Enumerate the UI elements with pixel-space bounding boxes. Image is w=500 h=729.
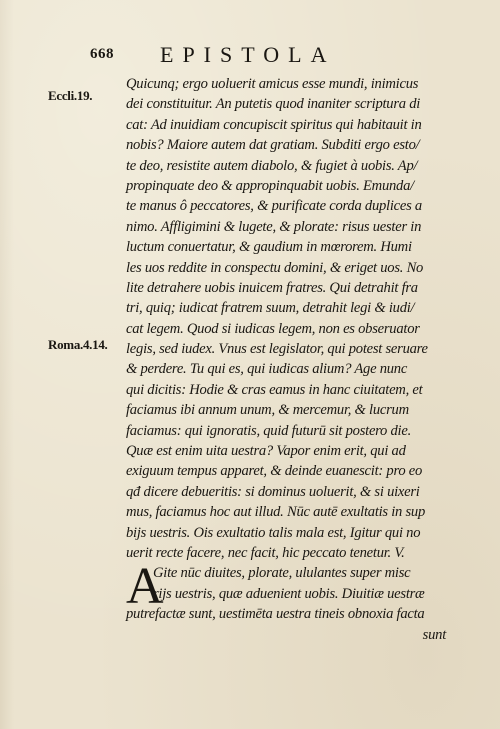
text-line: te manus ô peccatores, & purificate corda duplices a: [126, 198, 422, 215]
text-line: rijs uestris, quæ aduenient uobis. Diuitiæ uestræ: [153, 585, 425, 602]
drop-cap-line: [126, 584, 452, 604]
text-line: cat: Ad inuidiam concupiscit spiritus qui habitauit in: [126, 116, 422, 133]
text-line: bijs uestris. Ois exultatio talis mala est, Igitur qui no: [126, 524, 421, 541]
text-line: cat legem. Quod si iudicas legem, non es obseruator: [126, 320, 420, 337]
text-line: les uos reddite in conspectu domini, & eriget uos. No: [126, 259, 424, 276]
text-line: exiguum tempus apparet, & deinde euanescit: pro eo: [126, 463, 423, 480]
text-line: legis, sed iudex. Vnus est legislator, qui potest seruare: [126, 341, 428, 358]
page-number: 668: [90, 46, 114, 62]
marginal-note-roma: Roma.4.14.: [48, 337, 108, 352]
text-line: te deo, resistite autem diabolo, & fugiet à uobis. Ap/: [126, 157, 418, 174]
marginal-note-eccli: Eccli.19.: [48, 88, 93, 103]
main-text-block: [126, 74, 452, 645]
text-line: Quicunq; ergo uoluerit amicus esse mundi, inimicus: [126, 76, 419, 92]
text-line: putrefactæ sunt, uestimēta uestra tineis obnoxia facta: [126, 606, 425, 623]
text-line: lite detrahere uobis inuicem fratres. Qui detrahit fra: [126, 279, 418, 296]
text-line: faciamus: qui ignoratis, quid futurū sit postero die.: [126, 422, 411, 439]
text-line: Gite nūc diuites, plorate, ululantes super misc: [153, 565, 411, 582]
drop-cap: A: [126, 558, 164, 616]
text-line: uerit recte facere, nec facit, hic peccato tenetur. V.: [126, 544, 405, 561]
catchword: sunt: [422, 626, 446, 643]
text-line: luctum conuertatur, & gaudium in mœrorem. Humi: [126, 239, 412, 256]
text-line: faciamus ibi annum unum, & mercemur, & lucrum: [126, 402, 409, 419]
text-line: nimo. Affligimini & lugete, & plorate: risus uester in: [126, 218, 422, 235]
text-line: dei constituitur. An putetis quod inaniter scriptura di: [126, 96, 421, 113]
text-line: tri, quiq; iudicat fratrem suum, detrahit legi & iudi/: [126, 300, 415, 317]
text-line: qđ dicere debueritis: si dominus uoluerit, & si uixeri: [126, 483, 420, 500]
text-line: Quæ est enim uita uestra? Vapor enim erit, qui ad: [126, 443, 406, 460]
running-head: [90, 42, 420, 72]
text-line: mus, faciamus hoc aut illud. Nūc autē exultatis in sup: [126, 504, 426, 521]
text-line: propinquate deo & appropinquabit uobis. Emunda/: [126, 177, 414, 194]
text-line: nobis? Maiore autem dat gratiam. Subditi ergo esto/: [126, 137, 420, 154]
text-line: & perdere. Tu qui es, qui iudicas alium? Age nunc: [126, 361, 408, 378]
running-title: EPISTOLA: [160, 42, 336, 67]
text-line: qui dicitis: Hodie & cras eamus in hanc ciuitatem, et: [126, 381, 423, 398]
